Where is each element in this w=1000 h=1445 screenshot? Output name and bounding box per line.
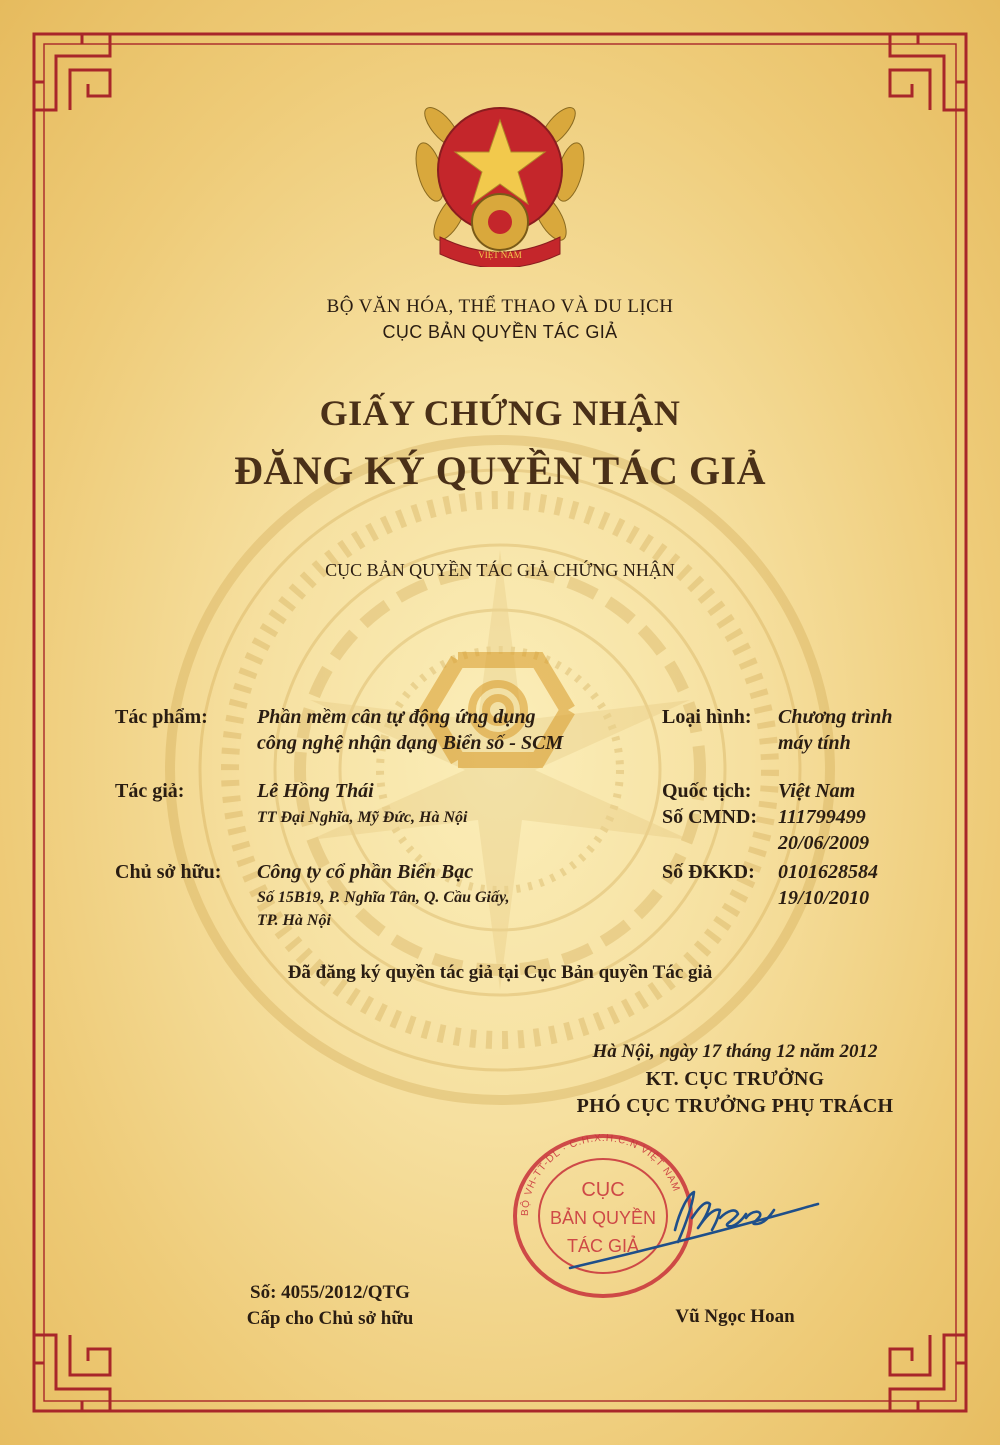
certificate-title-line1: GIẤY CHỨNG NHẬN [319,393,681,433]
business-reg-value [778,859,878,911]
signer-name: Vũ Ngọc Hoan [675,1306,795,1327]
work-label: Tác phẩm: [115,706,208,728]
national-emblem [410,82,590,267]
certificate-number: Số: 4055/2012/QTG [250,1282,410,1303]
business-reg-label: Số ĐKKD: [662,861,755,883]
author-address: TT Đại Nghĩa, Mỹ Đức, Hà Nội [257,809,468,826]
type-label: Loại hình: [662,706,752,728]
issued-to: Cấp cho Chủ sở hữu [246,1308,414,1329]
id-card-value [778,804,869,856]
work-line: Phần mềm cân tự động ứng dụng [257,706,536,728]
stamp-line-1: CỤC [581,1179,625,1201]
business-reg-line: 0101628584 [778,861,878,883]
owner-address [257,886,509,932]
nationality-label: Quốc tịch: [662,780,752,802]
owner-address-line: Số 15B19, P. Nghĩa Tân, Q. Cầu Giấy, [257,889,510,906]
owner-name: Công ty cổ phần Biển Bạc [257,861,474,883]
id-card-line: 20/06/2009 [778,832,870,854]
owner-label: Chủ sở hữu: [115,861,222,883]
signatory-title-2: PHÓ CỤC TRƯỞNG PHỤ TRÁCH [576,1095,894,1117]
type-line: máy tính [778,732,851,754]
id-card-label: Số CMND: [662,806,757,828]
emblem-ribbon-text: VIỆT NAM [478,250,522,260]
stamp-line-2: BẢN QUYỀN [549,1208,657,1228]
author-label: Tác giả: [115,780,185,802]
ministry-name: BỘ VĂN HÓA, THỂ THAO VÀ DU LỊCH [326,296,674,317]
type-line: Chương trình [778,706,893,728]
stamp-line-3: TÁC GIẢ [566,1236,640,1256]
type-value [778,704,892,756]
author-name: Lê Hồng Thái [257,780,374,802]
registered-statement: Đã đăng ký quyền tác giả tại Cục Bản quyền Tác giả [287,962,713,983]
owner-address-line: TP. Hà Nội [257,912,331,929]
nationality-value: Việt Nam [778,780,856,802]
work-value [257,704,563,756]
id-card-line: 111799499 [778,806,866,828]
ministry-header [0,296,1000,343]
business-reg-line: 19/10/2010 [778,887,870,909]
certifying-line: CỤC BẢN QUYỀN TÁC GIẢ CHỨNG NHẬN [325,560,675,580]
department-name: CỤC BẢN QUYỀN TÁC GIẢ [382,322,618,342]
certificate-title-line2: ĐĂNG KÝ QUYỀN TÁC GIẢ [233,448,767,493]
work-line: công nghệ nhận dạng Biển số - SCM [257,732,564,754]
issue-date-line: Hà Nội, ngày 17 tháng 12 năm 2012 [592,1041,878,1062]
signatory-title-1: KT. CỤC TRƯỞNG [645,1068,825,1090]
handwritten-signature [560,1170,820,1280]
stamp-ring-text: BỘ VH-TT-DL · C.H.X.H.C.N VIỆT NAM [519,1132,682,1217]
